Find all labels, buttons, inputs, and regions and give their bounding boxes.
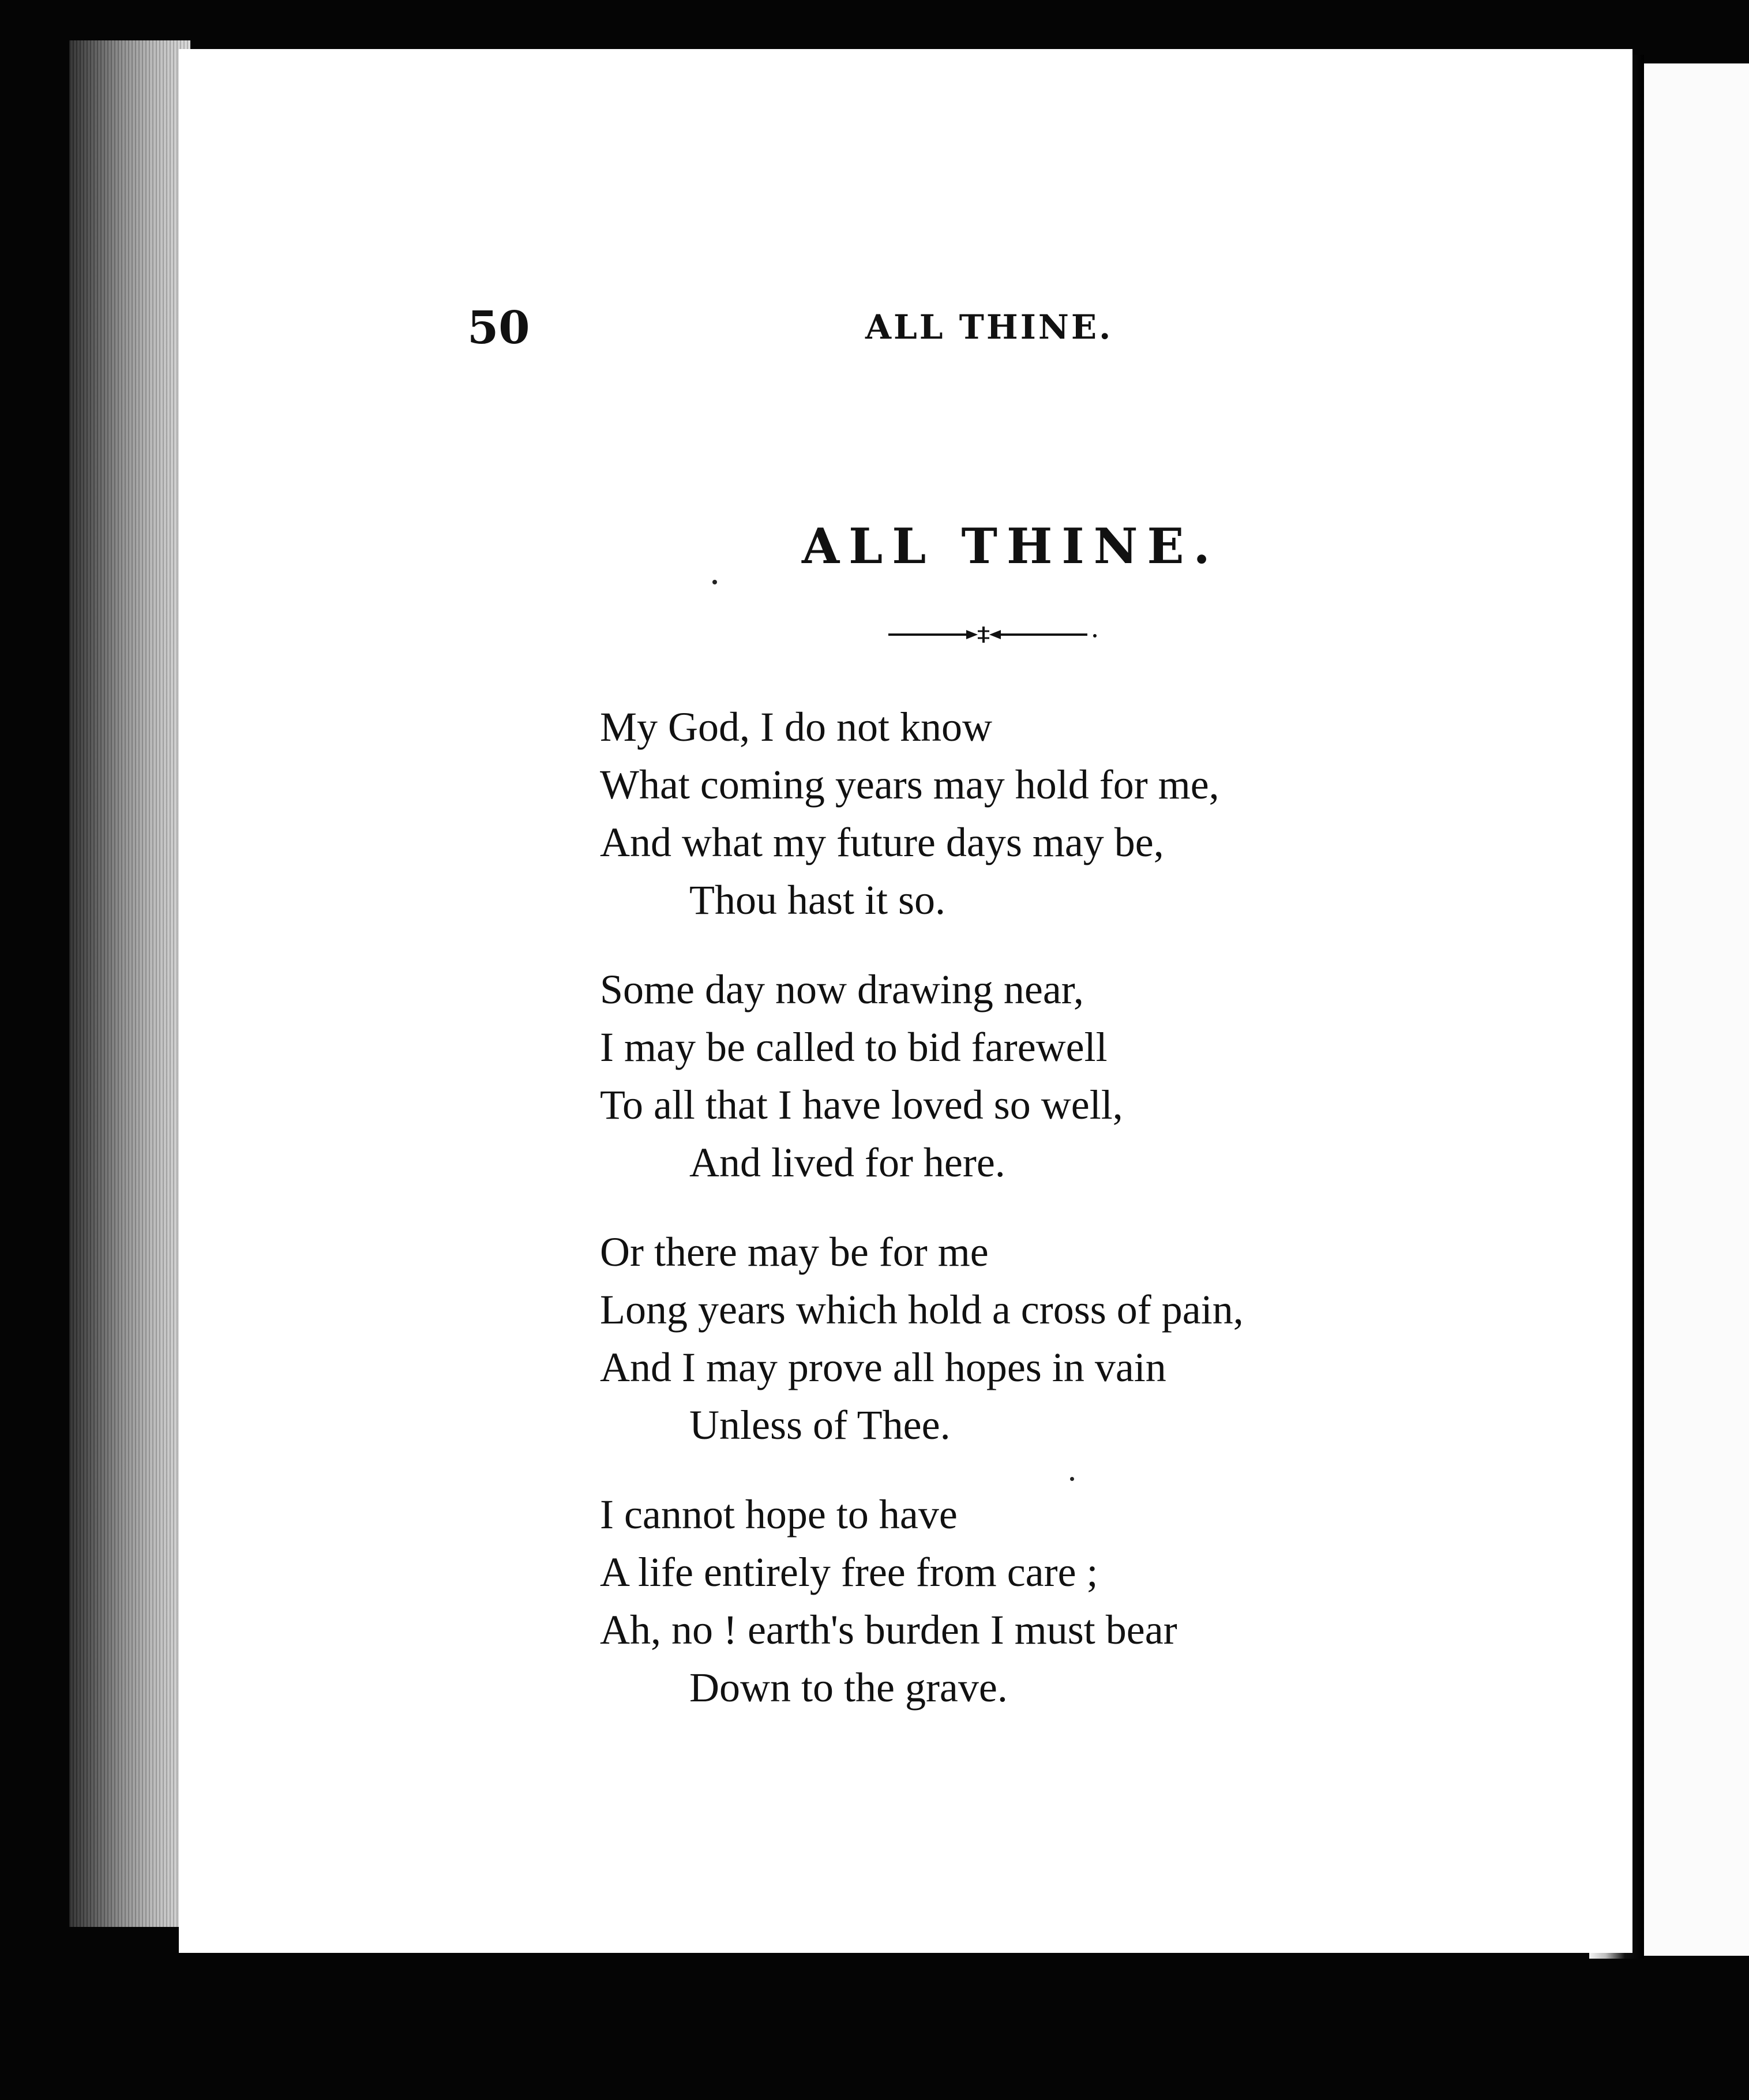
poem-title: ALL THINE. [802,518,1219,575]
fleuron-rule-icon [883,623,1102,646]
page-number: 50 [467,302,530,354]
poem-line: Or there may be for me [600,1229,989,1275]
poem-line: Long years which hold a cross of pain, [600,1287,1244,1333]
poem-line: And I may prove all hopes in vain [600,1344,1166,1390]
poem-body [600,698,1581,1748]
poem-line: Ah, no ! earth's burden I must bear [600,1607,1177,1653]
stanza [600,1223,1581,1454]
poem-line: And what my future days may be, [600,819,1164,865]
poem-line: I may be called to bid farewell [600,1024,1108,1070]
facing-page-edge [1644,63,1749,1956]
stanza [600,698,1581,929]
page-block-edges [69,40,190,1927]
stanza [600,961,1581,1191]
running-title: ALL THINE. [865,308,1113,347]
stanza [600,1486,1581,1716]
poem-line: Unless of Thee. [689,1402,951,1448]
poem-line: My God, I do not know [600,704,992,750]
poem-line: Some day now drawing near, [600,966,1084,1012]
poem-line: A life entirely free from care ; [600,1549,1098,1595]
poem-line: And lived for here. [689,1139,1005,1186]
poem-line: Down to the grave. [689,1664,1008,1711]
running-head [179,302,1632,375]
poem-line: To all that I have loved so well, [600,1082,1123,1128]
poem-line: Thou hast it so. [689,877,945,923]
poem-line: I cannot hope to have [600,1491,958,1537]
book-page [179,49,1632,1953]
dust-speck [1070,1477,1074,1481]
dust-speck [712,580,717,584]
poem-line: What coming years may hold for me, [600,762,1219,808]
